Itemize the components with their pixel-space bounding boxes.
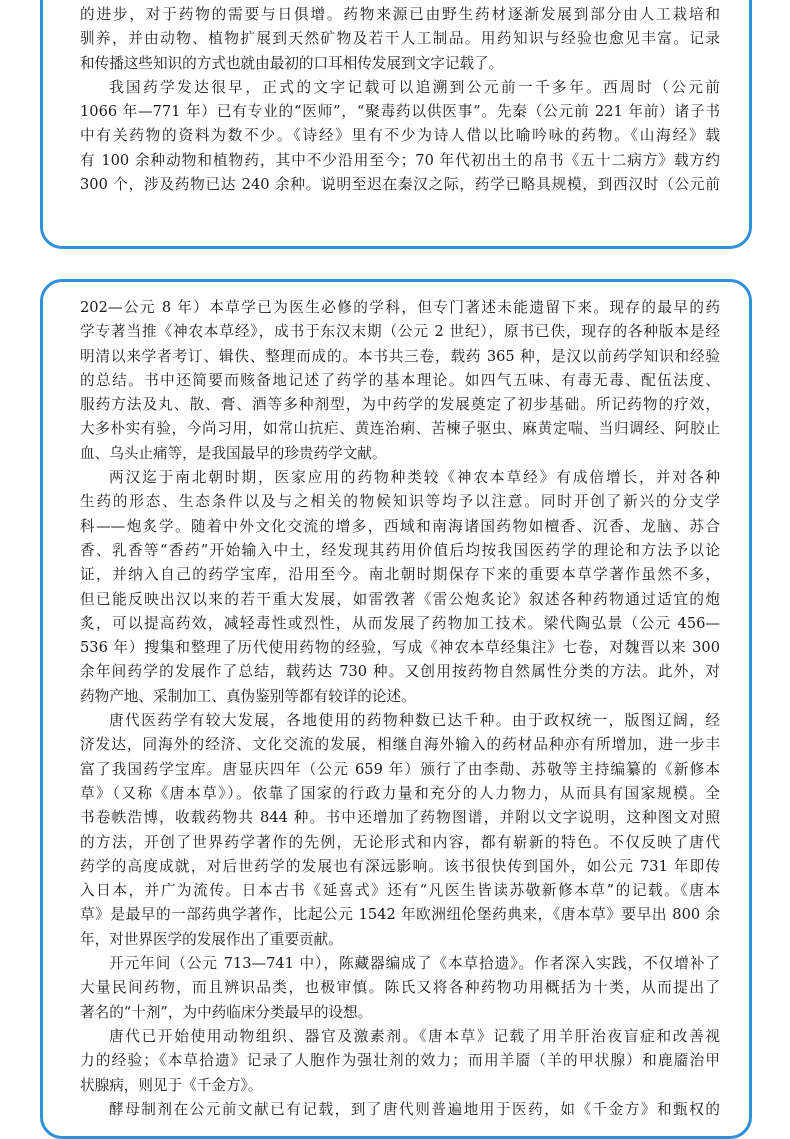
text-line: 两汉迄于南北朝时期，医家应用的药物种类较《神农本草经》有成倍增长，并对各种 (109, 469, 720, 487)
text-line: 明清以来学者考订、辑佚、整理而成的。本书共三卷，载药 365 种，是汉以前药学知识和经验 (80, 347, 720, 365)
text-line: 血、乌头止痛等，是我国最早的珍贵药学文献。 (80, 444, 387, 462)
text-line: 有 100 余种动物和植物药，其中不少沿用至今；70 年代初出土的帛书《五十二病方》载方约 (80, 151, 720, 169)
text-line: 草》是最早的一部药典学著作，比起公元 1542 年欧洲纽伦堡药典来，《唐本草》要早出 800 余 (80, 906, 720, 924)
text-line: 证，并纳入自己的药学宝库，沿用至今。南北朝时期保存下来的重要本草学著作虽然不多， (80, 566, 720, 584)
text-line: 酵母制剂在公元前文献已有记载，到了唐代则普遍地用于医药，如《千金方》和甄权的 (109, 1100, 720, 1118)
bottom-text-block (80, 296, 720, 1122)
text-line: 大量民间药物，而且辨识品类，也极审慎。陈氏又将各种药物功用概括为十类，从而提出了 (80, 979, 720, 997)
text-line: 中有关药物的资料为数不少。《诗经》里有不少为诗人借以比喻吟咏的药物。《山海经》载 (80, 127, 720, 145)
top-text-panel (40, 0, 752, 249)
text-line: 开元年间（公元 713—741 中），陈藏器编成了《本草拾遗》。作者深入实践，不仅增补了 (109, 955, 720, 973)
text-line: 草》（又称《唐本草》）。依靠了国家的行政力量和充分的人力物力，从而具有国家规模。全 (80, 784, 720, 802)
text-line: 和传播这些知识的方式也就由最初的口耳相传发展到文字记载了。 (80, 54, 504, 72)
text-line: 状腺病，则见于《千金方》。 (80, 1076, 263, 1094)
text-line: 力的经验；《本草拾遗》记录了人胞作为强壮剂的效力；而用羊靥（羊的甲状腺）和鹿靥治甲 (80, 1052, 720, 1070)
text-line: 著名的“十剂”，为中药临床分类最早的设想。 (80, 1003, 373, 1021)
text-line: 唐代已开始使用动物组织、器官及激素剂。《唐本草》记载了用羊肝治夜盲症和改善视 (109, 1027, 720, 1045)
text-line: 536 年）搜集和整理了历代使用药物的经验，写成《神农本草经集注》七卷，对魏晋以来 300 (80, 639, 720, 657)
text-line: 服药方法及丸、散、膏、酒等多种剂型，为中药学的发展奠定了初步基础。所记药物的疗效， (80, 396, 720, 414)
text-line: 驯养，并由动物、植物扩展到天然矿物及若干人工制品。用药知识与经验也愈见丰富。记录 (80, 30, 720, 48)
text-line: 202—公元 8 年）本草学已为医生必修的学科，但专门著述未能遗留下来。现存的最早的药 (80, 299, 720, 316)
text-line: 的方法，开创了世界药学著作的先例，无论形式和内容，都有崭新的特色。不仅反映了唐代 (80, 833, 720, 851)
text-line: 学专著当推《神农本草经》，成书于东汉末期（公元 2 世纪），原书已佚，现存的各种版本是经 (80, 323, 720, 341)
text-line: 书卷帙浩博，收载药物共 844 种。书中还增加了药物图谱，并附以文字说明，这种图文对照 (80, 809, 720, 827)
text-line: 炙，可以提高药效，减轻毒性或烈性，从而发展了药物加工技术。梁代陶弘景（公元 456— (80, 614, 720, 632)
text-line: 香、乳香等“香药”开始输入中土，经发现其药用价值后均按我国医药学的理论和方法予以论 (80, 541, 720, 559)
text-line: 我国药学发达很早，正式的文字记载可以追溯到公元前一千多年。西周时（公元前 (109, 78, 720, 96)
text-line: 余年间药学的发展作了总结，载药达 730 种。又创用按药物自然属性分类的方法。此外，对 (80, 663, 720, 681)
text-line: 的总结。书中还简要而赅备地记述了药学的基本理论。如四气五味、有毒无毒、配伍法度、 (80, 371, 720, 389)
text-line: 的进步，对于药物的需要与日俱增。药物来源已由野生药材逐渐发展到部分由人工栽培和 (80, 6, 720, 23)
text-line: 生药的形态、生态条件以及与之相关的物候知识等均予以注意。同时开创了新兴的分支学 (80, 493, 720, 511)
text-line: 科——炮炙学。随着中外文化交流的增多，西域和南海诸国药物如檀香、沉香、龙脑、苏合 (80, 517, 720, 535)
text-line: 大多朴实有验，今尚习用，如常山抗疟、黄连治痢、苦楝子驱虫、麻黄定喘、当归调经、阿胶止 (80, 420, 720, 438)
bottom-text-panel (40, 279, 752, 1139)
text-line: 年，对世界医学的发展作出了重要贡献。 (80, 930, 343, 948)
text-line: 但已能反映出汉以来的若干重大发展，如雷敩著《雷公炮炙论》叙述各种药物通过适宜的炮 (80, 590, 720, 608)
text-line: 入日本，并广为流传。日本古书《延喜式》还有“凡医生皆读苏敬新修本草”的记载。《唐本 (80, 882, 720, 900)
top-text-block (80, 3, 720, 197)
text-line: 1066 年—771 年）已有专业的“医师”，“聚毒药以供医事”。先秦（公元前 221 年前）诸子书 (80, 103, 720, 121)
text-line: 唐代医药学有较大发展，各地使用的药物种数已达千种。由于政权统一，版图辽阔，经 (109, 712, 720, 730)
text-line: 富了我国药学宝库。唐显庆四年（公元 659 年）颁行了由李勣、苏敬等主持编纂的《新修本 (80, 760, 720, 778)
text-line: 药学的高度成就，对后世药学的发展也有深远影响。该书很快传到国外，如公元 731 年即传 (80, 857, 720, 875)
text-line: 济发达，同海外的经济、文化交流的发展，相继自海外输入的药材品种亦有所增加，进一步丰 (80, 736, 720, 754)
text-line: 药物产地、采制加工、真伪鉴别等都有较详的论述。 (80, 687, 416, 705)
text-line: 300 个，涉及药物已达 240 余种。说明至迟在秦汉之际，药学已略具规模，到西汉时（公元前 (80, 176, 720, 194)
